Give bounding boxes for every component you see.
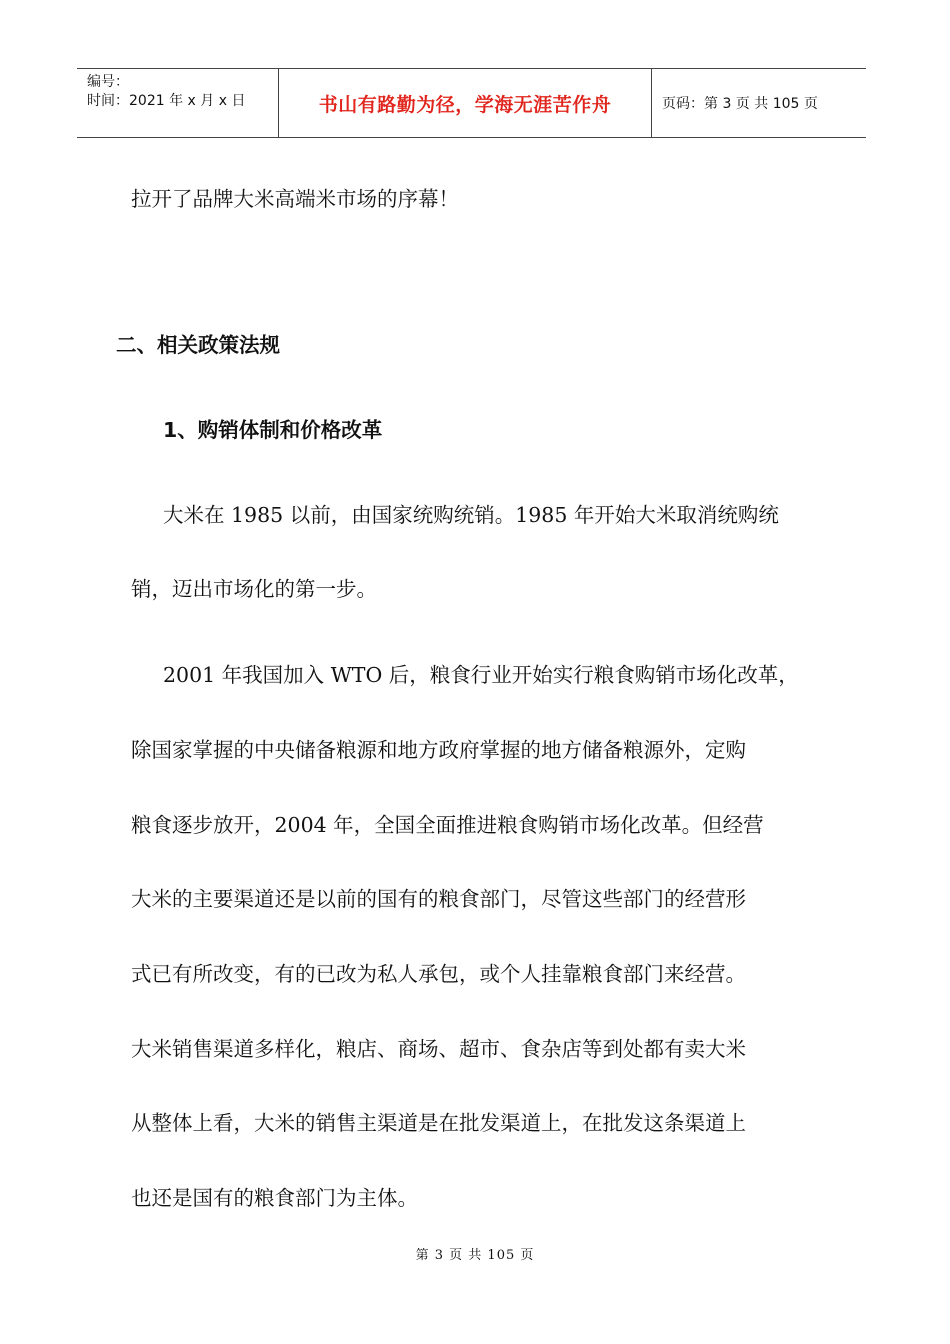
paragraph-line: 除国家掌握的中央储备粮源和地方政府掌握的地方储备粮源外，定购 [131, 738, 746, 762]
document-header [77, 68, 866, 138]
paragraph-line: 大米的主要渠道还是以前的国有的粮食部门，尽管这些部门的经营形 [131, 887, 746, 911]
footer-page-number: 第 3 页 共 105 页 [415, 1248, 535, 1263]
page-footer [0, 1244, 950, 1263]
subsection-heading: 1、购销体制和价格改革 [163, 418, 383, 442]
paragraph-line: 粮食逐步放开，2004 年，全国全面推进粮食购销市场化改革。但经营 [131, 813, 764, 837]
document-date-label: 时间：2021 年 x 月 x 日 [87, 93, 246, 109]
paragraph-line: 也还是国有的粮食部门为主体。 [131, 1186, 418, 1210]
paragraph-line: 大米销售渠道多样化，粮店、商场、超市、食杂店等到处都有卖大米 [131, 1037, 746, 1061]
header-page-info [652, 69, 866, 137]
page-info-text: 页码：第 3 页 共 105 页 [662, 96, 818, 112]
header-meta [77, 69, 279, 137]
paragraph-line: 大米在 1985 以前，由国家统购统销。1985 年开始大米取消统购统 [163, 503, 779, 527]
body-line: 拉开了品牌大米高端米市场的序幕！ [131, 187, 459, 211]
paragraph-line: 从整体上看，大米的销售主渠道是在批发渠道上，在批发这条渠道上 [131, 1111, 746, 1135]
paragraph-line: 销，迈出市场化的第一步。 [131, 577, 377, 601]
section-heading: 二、相关政策法规 [116, 333, 280, 357]
paragraph-line: 2001 年我国加入 WTO 后，粮食行业开始实行粮食购销市场化改革， [163, 663, 799, 687]
document-number-label: 编号： [87, 74, 129, 90]
header-motto [279, 69, 652, 137]
paragraph-line: 式已有所改变，有的已改为私人承包，或个人挂靠粮食部门来经营。 [131, 962, 746, 986]
motto-text: 书山有路勤为径，学海无涯苦作舟 [318, 93, 612, 116]
